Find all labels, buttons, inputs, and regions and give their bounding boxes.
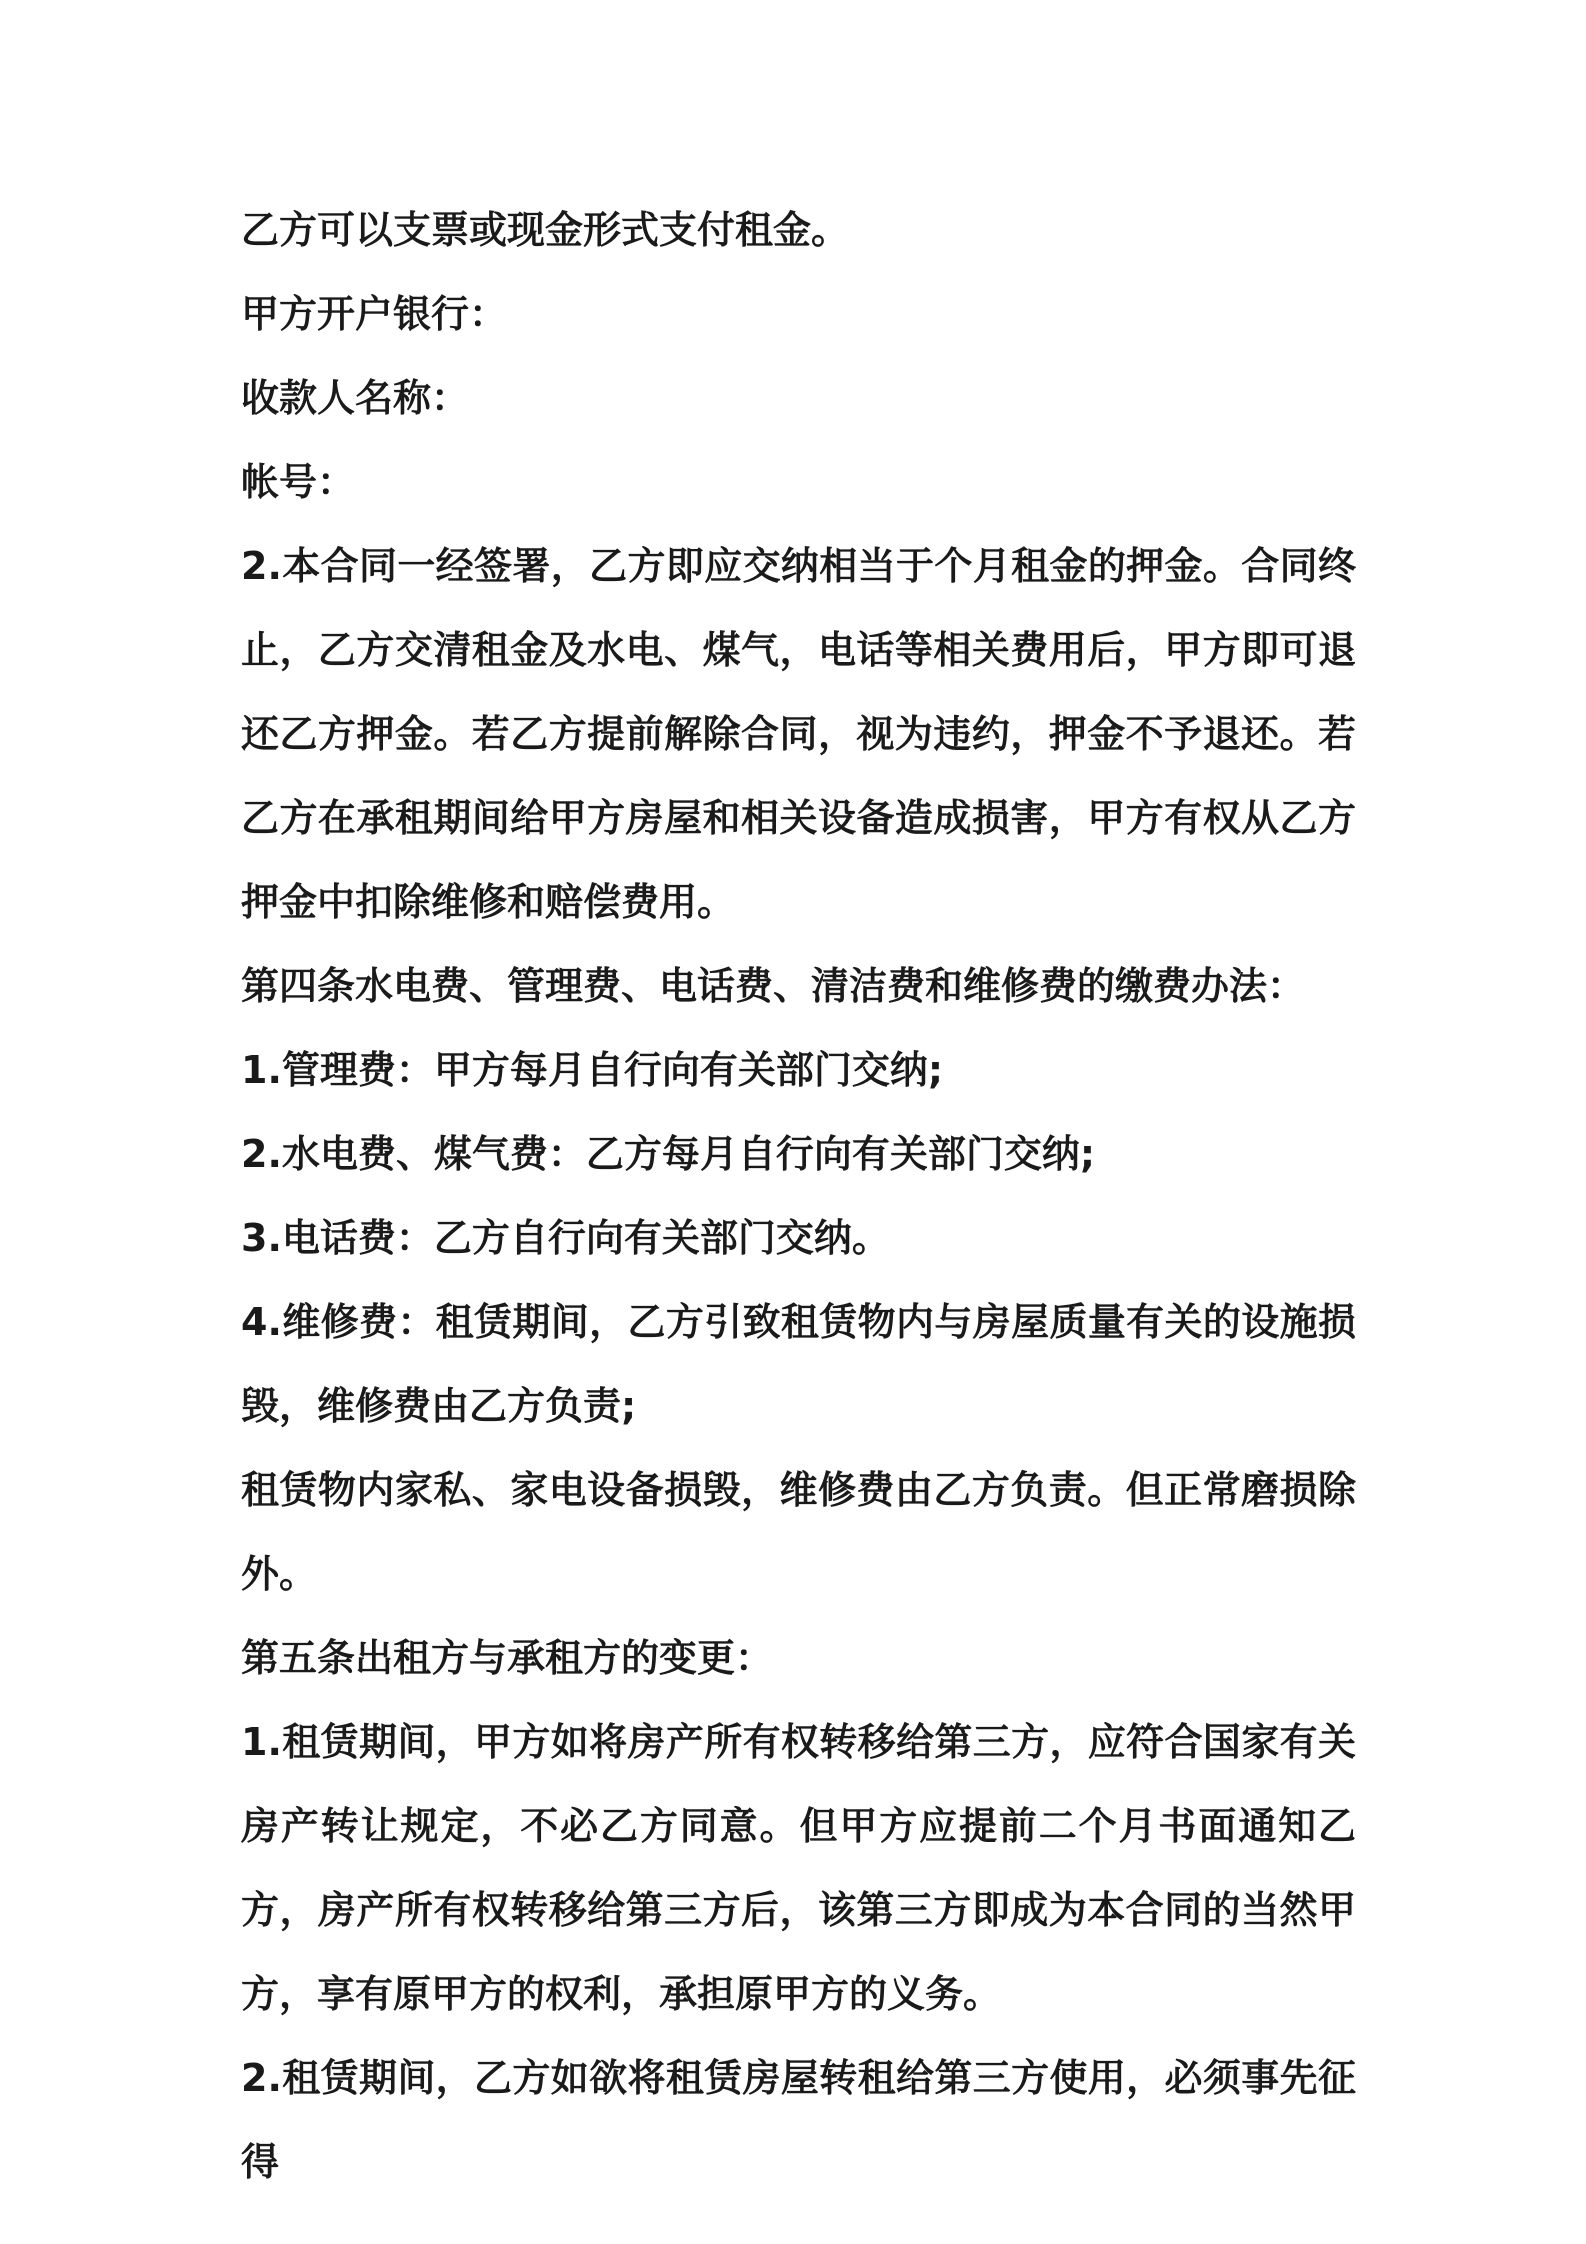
paragraph-sublease: 2.租赁期间，乙方如欲将租赁房屋转租给第三方使用，必须事先征得	[241, 2056, 1356, 2184]
paragraph-ownership-transfer: 1.租赁期间，甲方如将房产所有权转移给第三方，应符合国家有关房产转让规定，不必乙方同意。但甲方应提前二个月书面通知乙方，房产所有权转移给第三方后，该第三方即成为本合同的当然甲方，享有原甲方的权利，承担原甲方的义务。	[241, 1720, 1356, 2016]
paragraph-bank: 甲方开户银行：	[241, 292, 508, 336]
paragraph-phone-fee: 3.电话费：乙方自行向有关部门交纳。	[241, 1216, 890, 1260]
contract-text	[241, 188, 1356, 2204]
paragraph-account: 帐号：	[241, 460, 356, 504]
paragraph-furniture-damage: 租赁物内家私、家电设备损毁，维修费由乙方负责。但正常磨损除外。	[241, 1468, 1356, 1596]
paragraph-payee: 收款人名称：	[241, 376, 470, 420]
heading-article-five: 第五条出租方与承租方的变更：	[241, 1636, 774, 1680]
paragraph-payment-method: 乙方可以支票或现金形式支付租金。	[241, 208, 850, 252]
paragraph-repair-fee: 4.维修费：租赁期间，乙方引致租赁物内与房屋质量有关的设施损毁，维修费由乙方负责;	[241, 1300, 1356, 1428]
paragraph-deposit: 2.本合同一经签署，乙方即应交纳相当于个月租金的押金。合同终止，乙方交清租金及水电、煤气，电话等相关费用后，甲方即可退还乙方押金。若乙方提前解除合同，视为违约，押金不予退还。若乙方在承租期间给甲方房屋和相关设备造成损害，甲方有权从乙方押金中扣除维修和赔偿费用。	[241, 544, 1356, 924]
paragraph-utilities-fee: 2.水电费、煤气费：乙方每月自行向有关部门交纳;	[241, 1132, 1096, 1176]
paragraph-management-fee: 1.管理费：甲方每月自行向有关部门交纳;	[241, 1048, 944, 1092]
heading-article-four: 第四条水电费、管理费、电话费、清洁费和维修费的缴费办法：	[241, 964, 1306, 1008]
